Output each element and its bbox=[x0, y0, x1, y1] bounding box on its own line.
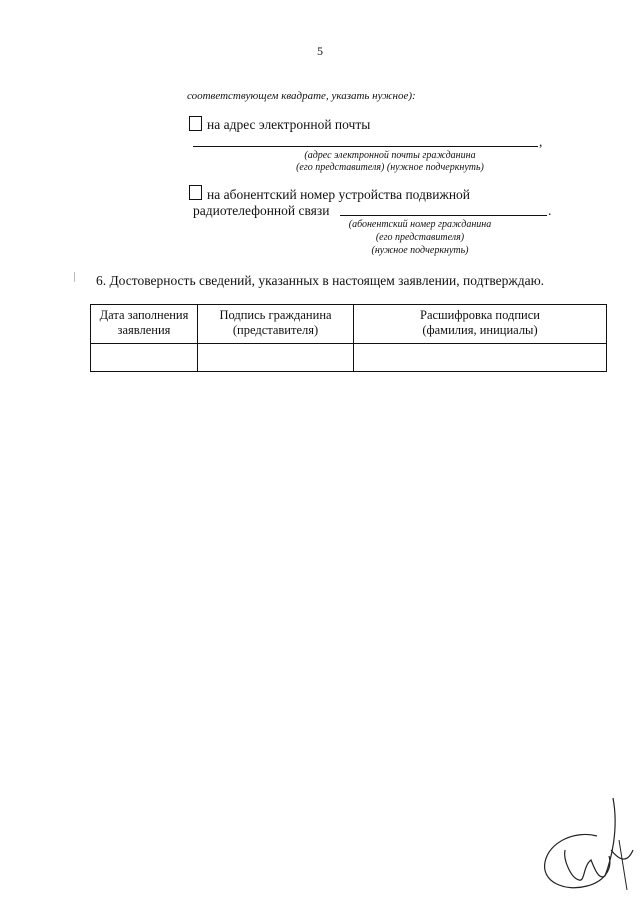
email-option-checkbox[interactable] bbox=[189, 116, 202, 131]
phone-hint-1: (абонентский номер гражданина bbox=[348, 219, 492, 230]
phone-number-line[interactable] bbox=[340, 215, 547, 216]
table-header-row bbox=[91, 305, 607, 344]
signature-table bbox=[90, 304, 607, 372]
header-signature-line-1: Подпись гражданина bbox=[219, 308, 332, 322]
phone-line-end: . bbox=[548, 203, 552, 218]
signature-cell[interactable] bbox=[198, 344, 354, 372]
email-hint-1: (адрес электронной почты гражданина bbox=[304, 150, 476, 161]
table-row bbox=[91, 344, 607, 372]
phone-option-label-1: на абонентский номер устройства подвижной bbox=[207, 187, 471, 202]
page-number: 5 bbox=[317, 44, 323, 58]
header-date bbox=[91, 305, 198, 344]
email-address-line[interactable] bbox=[193, 146, 538, 147]
header-date-line-2: заявления bbox=[117, 323, 171, 337]
date-cell[interactable] bbox=[91, 344, 198, 372]
decoding-cell[interactable] bbox=[354, 344, 607, 372]
header-signature bbox=[198, 305, 354, 344]
confirmation-statement: 6. Достоверность сведений, указанных в настоящем заявлении, подтверждаю. bbox=[95, 273, 545, 288]
intro-text: соответствующем квадрате, указать нужное): bbox=[187, 90, 416, 102]
email-option-label: на адрес электронной почты bbox=[207, 117, 371, 132]
phone-option-label-2: радиотелефонной связи bbox=[193, 203, 330, 218]
header-date-line-1: Дата заполнения bbox=[99, 308, 189, 322]
header-decoding-line-2: (фамилия, инициалы) bbox=[422, 323, 538, 337]
email-line-end: , bbox=[539, 134, 543, 149]
phone-hint-3: (нужное подчеркнуть) bbox=[371, 245, 469, 256]
email-hint-2: (его представителя) (нужное подчеркнуть) bbox=[296, 162, 484, 173]
header-signature-line-2: (представителя) bbox=[232, 323, 319, 337]
handwritten-signature-icon bbox=[535, 790, 635, 900]
phone-hint-2: (его представителя) bbox=[375, 232, 465, 243]
header-decoding-line-1: Расшифровка подписи bbox=[420, 308, 540, 322]
header-decoding bbox=[354, 305, 607, 344]
phone-option-checkbox[interactable] bbox=[189, 185, 202, 200]
